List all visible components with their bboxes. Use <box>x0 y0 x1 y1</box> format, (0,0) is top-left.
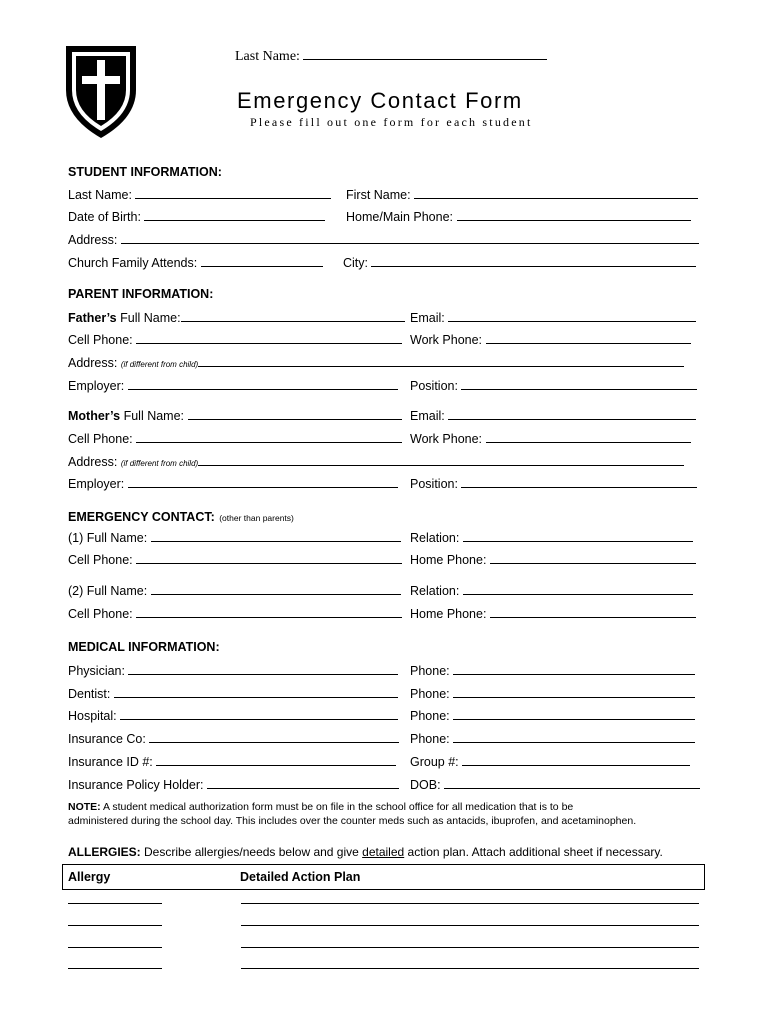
allergies-instructions: ALLERGIES: Describe allergies/needs below and give detailed action plan. Attach additional sheet if necessary. <box>68 845 663 859</box>
allergy-table-header <box>62 864 705 890</box>
dentist-field[interactable]: Dentist: <box>68 686 398 702</box>
allergy-row-3-allergy[interactable] <box>68 947 162 948</box>
emergency-2-full-name-field[interactable]: (2) Full Name: <box>68 583 401 599</box>
mother-email-field[interactable]: Email: <box>410 408 696 424</box>
father-email-field[interactable]: Email: <box>410 310 696 326</box>
header-last-name: Last Name: <box>235 48 547 65</box>
hospital-phone-field[interactable]: Phone: <box>410 708 695 724</box>
allergy-column-header: Allergy <box>68 870 111 884</box>
father-employer-field[interactable]: Employer: <box>68 378 398 394</box>
parent-heading: PARENT INFORMATION: <box>68 287 214 301</box>
physician-phone-field[interactable]: Phone: <box>410 663 695 679</box>
allergy-row-1-allergy[interactable] <box>68 903 162 904</box>
student-city-field[interactable]: City: <box>343 255 696 271</box>
action-plan-column-header: Detailed Action Plan <box>240 870 361 884</box>
policy-holder-field[interactable]: Insurance Policy Holder: <box>68 777 399 793</box>
allergy-row-4-allergy[interactable] <box>68 968 162 969</box>
allergy-row-1-plan[interactable] <box>241 903 699 904</box>
emergency-1-full-name-field[interactable]: (1) Full Name: <box>68 530 401 546</box>
dentist-phone-field[interactable]: Phone: <box>410 686 695 702</box>
emergency-2-home-phone-field[interactable]: Home Phone: <box>410 606 696 622</box>
insurance-co-field[interactable]: Insurance Co: <box>68 731 399 747</box>
medication-note: NOTE: A student medical authorization form must be on file in the school office for all medication that is to be administered during the school day. This includes over the counter meds such as antacids, ibuprofen, and acetaminophen. <box>68 801 637 827</box>
student-first-name-field[interactable]: First Name: <box>346 187 698 203</box>
mother-full-name-field[interactable]: Mother’s Full Name: <box>68 408 402 424</box>
father-work-phone-field[interactable]: Work Phone: <box>410 332 691 348</box>
mother-cell-phone-field[interactable]: Cell Phone: <box>68 431 402 447</box>
insurance-phone-field[interactable]: Phone: <box>410 731 695 747</box>
mother-employer-field[interactable]: Employer: <box>68 476 398 492</box>
emergency-1-home-phone-field[interactable]: Home Phone: <box>410 552 696 568</box>
shield-cross-logo <box>62 40 140 140</box>
student-heading: STUDENT INFORMATION: <box>68 165 222 179</box>
father-position-field[interactable]: Position: <box>410 378 697 394</box>
emergency-2-cell-phone-field[interactable]: Cell Phone: <box>68 606 402 622</box>
student-dob-field[interactable]: Date of Birth: <box>68 209 325 225</box>
policy-holder-dob-field[interactable]: DOB: <box>410 777 700 793</box>
insurance-id-field[interactable]: Insurance ID #: <box>68 754 396 770</box>
allergy-row-4-plan[interactable] <box>241 968 699 969</box>
mother-address-field[interactable]: Address: (if different from child) <box>68 454 684 471</box>
allergy-row-2-plan[interactable] <box>241 925 699 926</box>
emergency-1-cell-phone-field[interactable]: Cell Phone: <box>68 552 402 568</box>
emergency-1-relation-field[interactable]: Relation: <box>410 530 693 546</box>
student-address-field[interactable]: Address: <box>68 232 699 248</box>
emergency-2-relation-field[interactable]: Relation: <box>410 583 693 599</box>
mother-work-phone-field[interactable]: Work Phone: <box>410 431 691 447</box>
emergency-heading: EMERGENCY CONTACT: (other than parents) <box>68 510 294 524</box>
physician-field[interactable]: Physician: <box>68 663 398 679</box>
group-number-field[interactable]: Group #: <box>410 754 690 770</box>
father-full-name-field[interactable]: Father’s Full Name: <box>68 310 405 326</box>
allergy-row-2-allergy[interactable] <box>68 925 162 926</box>
student-home-phone-field[interactable]: Home/Main Phone: <box>346 209 691 225</box>
page-title: Emergency Contact Form <box>237 88 523 113</box>
student-last-name-field[interactable]: Last Name: <box>68 187 331 203</box>
page-subtitle: Please fill out one form for each student <box>250 115 533 129</box>
allergy-row-3-plan[interactable] <box>241 947 699 948</box>
hospital-field[interactable]: Hospital: <box>68 708 398 724</box>
father-address-field[interactable]: Address: (if different from child) <box>68 355 684 372</box>
student-church-field[interactable]: Church Family Attends: <box>68 255 323 271</box>
medical-heading: MEDICAL INFORMATION: <box>68 640 220 654</box>
father-cell-phone-field[interactable]: Cell Phone: <box>68 332 402 348</box>
mother-position-field[interactable]: Position: <box>410 476 697 492</box>
